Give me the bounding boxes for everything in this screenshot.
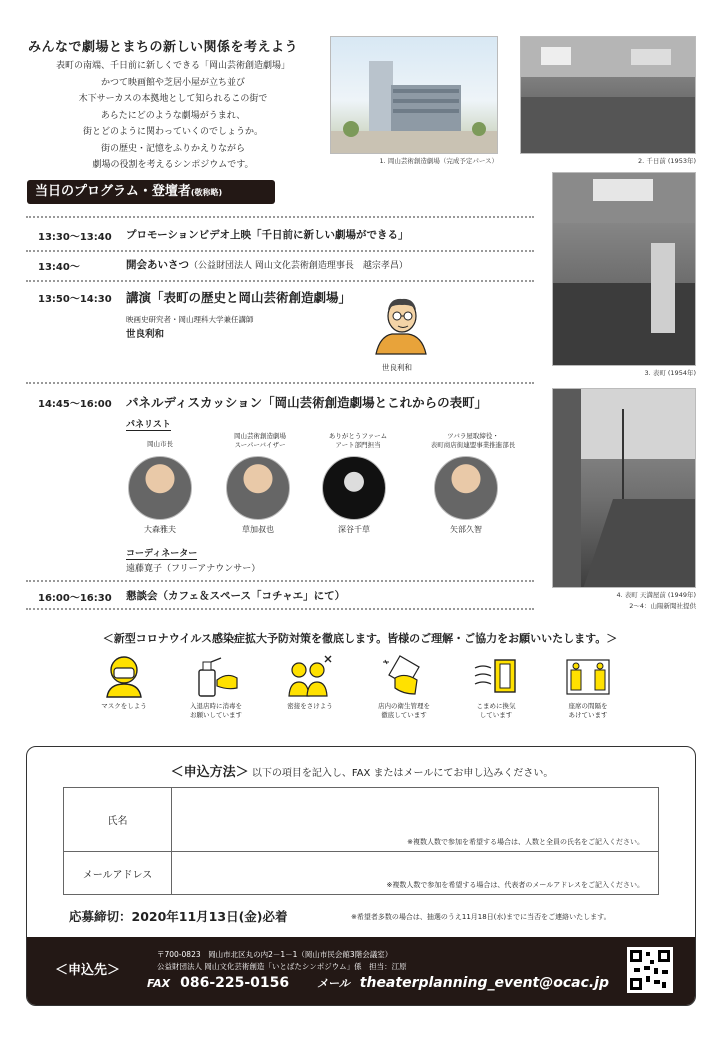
avoid-contact-icon	[287, 654, 333, 698]
corona-label: 座席の間隔を あけています	[568, 702, 608, 719]
corona-label: マスクをしよう	[101, 702, 147, 710]
divider	[26, 608, 534, 610]
name-note: ※複数人数で参加を希望する場合は、人数と全員の氏名をご記入ください。	[407, 838, 644, 846]
corona-item-sanitizer	[176, 654, 256, 720]
seat-spacing-icon	[565, 654, 611, 698]
panelist-photo	[226, 456, 290, 520]
panelist-role: ツバラ屋取締役・ 表町商店街連盟事業推進部長	[430, 432, 516, 449]
intro-line: かつて映画館や芝居小屋が立ち並び	[100, 77, 245, 88]
mail-label: メール	[317, 977, 350, 990]
corona-label: 店内の衛生管理を 徹底しています	[378, 702, 430, 719]
coordinator-label-text: コーディネーター	[126, 546, 197, 560]
email-label: メールアドレス	[64, 852, 172, 894]
program-item-title: 開会あいさつ	[126, 259, 189, 271]
name-field[interactable]	[172, 788, 658, 851]
intro-line: 木下サーカスの本拠地として知られるこの街で	[78, 94, 268, 104]
intro-line: 劇場の役割を考えるシンポジウムです。	[92, 160, 254, 170]
divider	[26, 382, 534, 384]
panelist-photo	[128, 456, 192, 520]
lecturer-name: 世良利和	[126, 329, 165, 340]
sanitizer-icon	[193, 654, 239, 698]
application-box	[26, 746, 696, 1006]
program-item: プロモーションビデオ上映「千日前に新しい劇場ができる」	[126, 229, 409, 241]
panelist-role: 岡山芸術創造劇場 スーパーバイザー	[234, 432, 286, 449]
program-time: 14:45～16:00	[38, 399, 112, 410]
program-time: 13:50～14:30	[38, 294, 112, 305]
panelist-name: 深谷千草	[338, 525, 370, 534]
contact-label: ＜申込先＞	[55, 963, 121, 978]
contact-org: 公益財団法人 岡山文化芸術創造「いとばたシンポジウム」係 担当：江原	[157, 962, 407, 971]
application-header	[27, 761, 696, 780]
corona-label: 入退店時に消毒を お願いしています	[190, 702, 242, 719]
fax-label: FAX	[147, 977, 171, 990]
contact-footer	[27, 937, 696, 1006]
program-item-sub: （公益財団法人 岡山文化芸術創造理事長 越宗孝昌）	[189, 261, 408, 271]
photo-caption: 4. 表町 天満屋前 (1949年)	[616, 591, 696, 599]
lecturer-caricature	[372, 296, 426, 352]
photo-credit: 2～4：山陽新聞社提供	[629, 602, 696, 610]
qr-code[interactable]	[627, 947, 673, 993]
fax-block	[147, 975, 289, 991]
intro-text	[28, 58, 318, 174]
lecturer-role: 映画史研究者・岡山理科大学兼任講師	[126, 315, 254, 324]
form-row-email	[64, 852, 658, 894]
corona-item-ventilation	[456, 654, 536, 720]
panelists-label-text: パネリスト	[126, 417, 171, 431]
panelist-role: ありがとうファーム アート部門担当	[328, 432, 388, 449]
corona-item-distance	[270, 654, 350, 711]
theater-render-photo	[330, 36, 498, 154]
deadline-note: ※希望者多数の場合は、抽選のうえ11月18日(水)までに当否をご連絡いたします。	[351, 913, 611, 921]
email-field[interactable]	[172, 852, 658, 894]
program-header	[27, 180, 275, 204]
deadline: 応募締切：2020年11月13日(金)必着	[69, 909, 288, 924]
corona-label: こまめに換気 しています	[476, 702, 516, 719]
divider	[26, 216, 534, 218]
caricature-name: 世良利和	[382, 363, 412, 372]
divider	[26, 580, 534, 582]
cleaning-icon	[381, 654, 427, 698]
program-item	[126, 257, 408, 272]
intro-line: 街とどのように関わっていくのでしょうか。	[83, 127, 263, 137]
name-label: 氏名	[64, 788, 172, 851]
panel-discussion-title: パネルディスカッション「岡山芸術創造劇場とこれからの表町」	[126, 395, 488, 410]
intro-line: あらたにどのような劇場がうまれ、	[100, 110, 246, 121]
application-form-table	[63, 787, 659, 895]
fax-number: 086-225-0156	[180, 975, 290, 991]
mail-block	[317, 975, 609, 991]
photo-caption: 2. 千日前 (1953年)	[638, 157, 696, 165]
lecture-title: 講演「表町の歴史と岡山芸術創造劇場」	[126, 290, 352, 305]
coordinator-label	[126, 546, 197, 560]
divider	[26, 250, 534, 252]
program-time: 13:40～	[38, 262, 80, 273]
panelists-label	[126, 417, 171, 431]
corona-item-hygiene	[364, 654, 444, 720]
intro-title: みんなで劇場とまちの新しい関係を考えよう	[28, 40, 299, 55]
email-address[interactable]: theaterplanning_event@ocac.jp	[359, 975, 610, 991]
mask-icon	[101, 654, 147, 698]
panelist-photo	[434, 456, 498, 520]
corona-item-mask	[84, 654, 164, 711]
program-time: 13:30～13:40	[38, 232, 112, 243]
omotecho-1954-photo	[552, 172, 696, 366]
panelist-name: 矢部久智	[450, 525, 482, 534]
omotecho-tenmaya-1949-photo	[552, 388, 696, 588]
divider	[26, 280, 534, 282]
corona-label: 密接をさけよう	[287, 702, 333, 710]
form-row-name	[64, 788, 658, 852]
corona-item-seating	[548, 654, 628, 720]
ventilation-icon	[473, 654, 519, 698]
corona-notice: ＜新型コロナウイルス感染症拡大予防対策を徹底します。皆様のご理解・ご協力をお願いいたします。＞	[102, 632, 618, 645]
coordinator-name: 遠藤寛子（フリーアナウンサー）	[126, 564, 261, 574]
panelist-photo	[322, 456, 386, 520]
contact-address: 〒700-0823 岡山市北区丸の内2－1－1（岡山市民会館3階会議室）	[157, 950, 393, 959]
panelist-name: 大森雅夫	[144, 525, 176, 534]
photo-caption: 3. 表町 (1954年)	[644, 369, 696, 377]
program-header-title: 当日のプログラム・登壇者	[35, 184, 191, 199]
contact-address-block	[157, 949, 407, 973]
intro-line: 街の歴史・記憶をふりかえりながら	[100, 143, 245, 154]
program-time: 16:00～16:30	[38, 593, 112, 604]
application-instruction: 以下の項目を記入し、FAX またはメールにてお申し込みください。	[251, 768, 554, 779]
application-title: ＜申込方法＞	[170, 765, 249, 780]
intro-line: 表町の南端、千日前に新しくできる「岡山芸術創造劇場」	[55, 61, 290, 71]
photo-caption: 1. 岡山芸術創造劇場（完成予定パース）	[379, 157, 498, 165]
email-note: ※複数人数で参加を希望する場合は、代表者のメールアドレスをご記入ください。	[386, 881, 644, 889]
program-header-note: (敬称略)	[190, 188, 223, 197]
panelist-name: 草加叔也	[242, 525, 274, 534]
program-item: 懇談会（カフェ＆スペース「コチャエ」にて）	[126, 590, 346, 602]
sennichimae-1953-photo	[520, 36, 696, 154]
panelist-role: 岡山市長	[147, 440, 173, 448]
